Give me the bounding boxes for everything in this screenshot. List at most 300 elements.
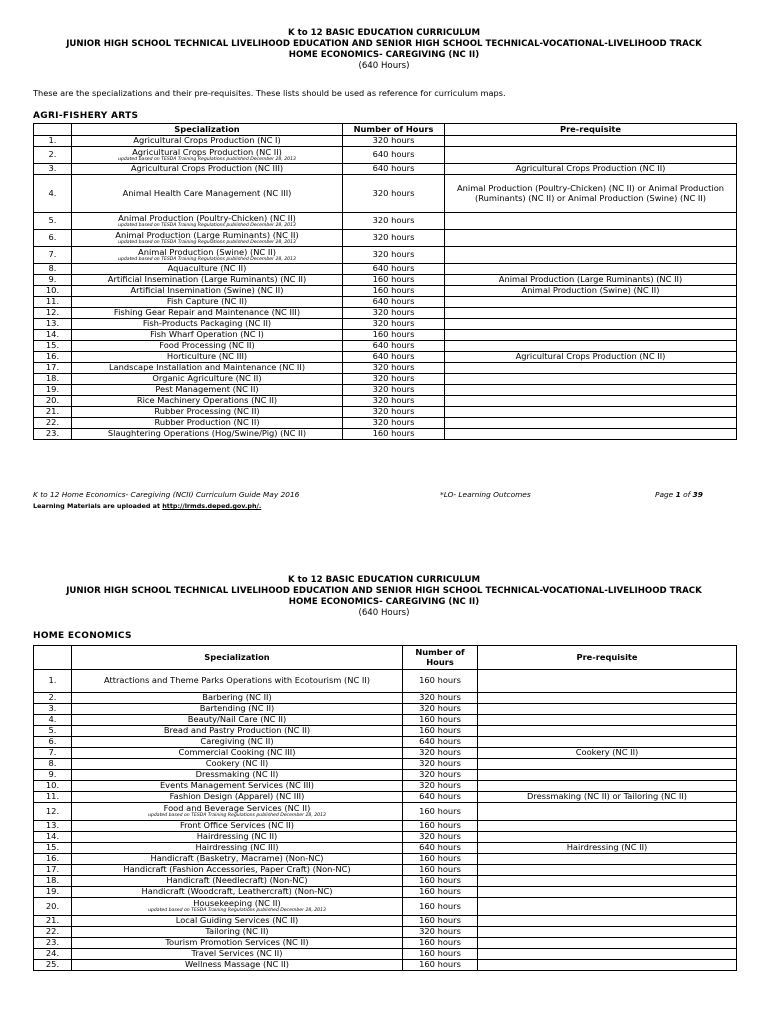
hours-cell <box>343 396 445 407</box>
table-row <box>34 781 737 792</box>
row-number <box>34 916 72 927</box>
specialization-cell-text: Agricultural Crops Production (NC II) <box>132 146 282 157</box>
specialization-cell <box>72 264 343 275</box>
row-number <box>34 960 72 971</box>
hours-cell <box>343 330 445 341</box>
prerequisite-cell <box>445 396 737 407</box>
prerequisite-cell <box>478 803 737 821</box>
row-number <box>34 418 72 429</box>
prerequisite-cell <box>478 792 737 803</box>
hours-cell <box>403 887 478 898</box>
row-number-text: 25. <box>45 959 60 970</box>
row-number-text: 15. <box>45 842 60 853</box>
hours-cell-text: 160 hours <box>372 285 415 296</box>
hours-cell-text: 320 hours <box>372 249 415 260</box>
hours-cell-text: 640 hours <box>372 263 415 274</box>
table-row <box>34 748 737 759</box>
specialization-cell <box>72 136 343 147</box>
row-number-text: 9. <box>48 769 57 780</box>
specialization-cell-text: Hairdressing (NC II) <box>196 831 278 842</box>
specialization-cell-text: Fishing Gear Repair and Maintenance (NC III) <box>113 307 301 318</box>
column-header-hours: Number of Hours <box>403 646 478 670</box>
hours-cell-text: 160 hours <box>419 915 461 926</box>
hours-cell-text: 640 hours <box>372 149 415 160</box>
hours-cell <box>403 792 478 803</box>
prerequisite-cell <box>478 715 737 726</box>
hours-cell <box>403 704 478 715</box>
specialization-cell <box>72 748 403 759</box>
prerequisite-cell <box>445 374 737 385</box>
specialization-cell <box>72 704 403 715</box>
hours-cell <box>343 363 445 374</box>
row-number-text: 14. <box>45 329 60 340</box>
table-row <box>34 136 737 147</box>
row-number <box>34 898 72 916</box>
specialization-cell <box>72 715 403 726</box>
row-number-text: 8. <box>48 758 57 769</box>
specialization-cell-text: Fish Capture (NC II) <box>166 296 248 307</box>
specialization-cell-text: Animal Production (Poultry-Chicken) (NC II) <box>118 212 296 223</box>
hours-cell-text: 160 hours <box>419 875 461 886</box>
table-row <box>34 876 737 887</box>
specialization-cell-text: Organic Agriculture (NC II) <box>152 373 262 384</box>
table-row <box>34 759 737 770</box>
row-number-text: 6. <box>48 736 57 747</box>
row-number-text: 8. <box>48 263 57 274</box>
hours-cell-text: 160 hours <box>419 675 461 686</box>
table-row <box>34 385 737 396</box>
hours-cell-text: 320 hours <box>419 831 461 842</box>
specialization-cell <box>72 726 403 737</box>
hours-cell <box>343 264 445 275</box>
hours-cell <box>403 854 478 865</box>
row-number <box>34 693 72 704</box>
specialization-cell-text: Rubber Processing (NC II) <box>154 406 260 417</box>
table-row <box>34 407 737 418</box>
row-number-text: 2. <box>48 149 57 160</box>
row-number-text: 12. <box>45 805 60 816</box>
hours-cell-text: 160 hours <box>419 805 461 816</box>
row-number <box>34 770 72 781</box>
specialization-cell-text: Barbering (NC II) <box>202 692 272 703</box>
specialization-cell <box>72 898 403 916</box>
row-number <box>34 147 72 164</box>
prerequisite-cell <box>445 297 737 308</box>
hours-cell <box>403 938 478 949</box>
specialization-cell <box>72 308 343 319</box>
column-header-hours: Number of Hours <box>343 124 445 136</box>
prerequisite-cell <box>445 429 737 440</box>
hours-cell <box>403 876 478 887</box>
table-row <box>34 374 737 385</box>
hours-cell <box>343 275 445 286</box>
table-row <box>34 418 737 429</box>
hours-cell-text: 320 hours <box>372 417 415 428</box>
row-number <box>34 887 72 898</box>
specialization-cell <box>72 737 403 748</box>
prerequisite-cell <box>445 308 737 319</box>
prerequisite-cell <box>445 275 737 286</box>
hours-cell <box>403 770 478 781</box>
hours-cell-text: 160 hours <box>419 820 461 831</box>
row-number-text: 21. <box>45 406 60 417</box>
specialization-cell-text: Commercial Cooking (NC III) <box>178 747 296 758</box>
table-row <box>34 396 737 407</box>
row-number-text: 11. <box>45 296 60 307</box>
page-total: 39 <box>692 490 703 499</box>
specialization-cell <box>72 821 403 832</box>
hours-cell <box>403 843 478 854</box>
table-row <box>34 843 737 854</box>
update-note: updated based on TESDA Training Regulations published December 28, 2013 <box>148 908 326 914</box>
footer-page-number <box>655 490 703 499</box>
row-number-text: 7. <box>48 249 57 260</box>
specialization-cell <box>72 865 403 876</box>
table-row <box>34 887 737 898</box>
specialization-cell <box>72 781 403 792</box>
prerequisite-cell <box>445 352 737 363</box>
row-number-text: 20. <box>45 395 60 406</box>
prerequisite-cell <box>478 693 737 704</box>
row-number <box>34 247 72 264</box>
table-row <box>34 927 737 938</box>
hours-cell <box>403 781 478 792</box>
header-line-2: JUNIOR HIGH SCHOOL TECHNICAL LIVELIHOOD EDUCATION AND SENIOR HIGH SCHOOL TECHNICAL-VOCATIONAL-LIVELIHOOD TRACK <box>66 39 702 49</box>
section-title: HOME ECONOMICS <box>33 631 132 641</box>
prerequisite-cell <box>445 264 737 275</box>
prerequisite-cell <box>478 737 737 748</box>
hours-cell-text: 320 hours <box>372 384 415 395</box>
header-line-1: K to 12 BASIC EDUCATION CURRICULUM <box>287 28 481 38</box>
row-number <box>34 352 72 363</box>
footer-lo: *LO- Learning Outcomes <box>440 490 531 499</box>
row-number <box>34 319 72 330</box>
update-note: updated based on TESDA Training Regulations published December 28, 2013 <box>118 156 296 162</box>
hours-cell <box>403 759 478 770</box>
page-prefix: Page <box>655 490 676 499</box>
row-number-text: 10. <box>45 285 60 296</box>
specialization-cell-text: Hairdressing (NC III) <box>195 842 279 853</box>
hours-cell-text: 320 hours <box>372 373 415 384</box>
prerequisite-cell-text: Animal Production (Large Ruminants) (NC II) <box>498 274 683 285</box>
row-number <box>34 938 72 949</box>
page-header <box>0 28 768 72</box>
row-number <box>34 821 72 832</box>
specialization-cell <box>72 247 343 264</box>
header-line-2: JUNIOR HIGH SCHOOL TECHNICAL LIVELIHOOD EDUCATION AND SENIOR HIGH SCHOOL TECHNICAL-VOCATIONAL-LIVELIHOOD TRACK <box>66 586 702 596</box>
specialization-cell-text: Agricultural Crops Production (NC III) <box>130 163 284 174</box>
specialization-cell <box>72 670 403 693</box>
hours-cell-text: 320 hours <box>372 395 415 406</box>
row-number-text: 20. <box>45 900 60 911</box>
prerequisite-cell <box>445 407 737 418</box>
hours-cell-text: 320 hours <box>372 232 415 243</box>
specialization-cell <box>72 275 343 286</box>
hours-cell <box>403 916 478 927</box>
table-row <box>34 341 737 352</box>
row-number-text: 12. <box>45 307 60 318</box>
prerequisite-cell <box>478 726 737 737</box>
specialization-cell-text: Attractions and Theme Parks Operations with Ecotourism (NC II) <box>103 675 371 686</box>
hours-cell <box>343 385 445 396</box>
row-number-text: 24. <box>45 948 60 959</box>
specialization-cell-text: Animal Production (Large Ruminants) (NC II) <box>115 229 299 240</box>
hours-cell <box>403 865 478 876</box>
prerequisite-cell <box>478 887 737 898</box>
column-header-number <box>34 124 72 136</box>
update-note: updated based on TESDA Training Regulations published December 28, 2013 <box>118 239 296 245</box>
specialization-cell <box>72 341 343 352</box>
materials-link[interactable]: http://lrmds.deped.gov.ph/. <box>162 502 262 510</box>
table-row <box>34 832 737 843</box>
row-number-text: 7. <box>48 747 57 758</box>
specialization-cell <box>72 832 403 843</box>
table-row <box>34 330 737 341</box>
row-number-text: 5. <box>48 215 57 226</box>
prerequisite-cell <box>445 147 737 164</box>
specialization-cell <box>72 759 403 770</box>
row-number <box>34 264 72 275</box>
specialization-cell <box>72 319 343 330</box>
specialization-cell-text: Handicraft (Woodcraft, Leathercraft) (Non-NC) <box>141 886 333 897</box>
specialization-cell <box>72 843 403 854</box>
table-row <box>34 247 737 264</box>
row-number <box>34 275 72 286</box>
prerequisite-cell <box>445 213 737 230</box>
specialization-cell <box>72 385 343 396</box>
header-line-4: (640 Hours) <box>358 608 410 618</box>
update-note: updated based on TESDA Training Regulations published December 28, 2013 <box>118 256 296 262</box>
row-number <box>34 843 72 854</box>
specialization-cell-text: Tourism Promotion Services (NC II) <box>165 937 309 948</box>
specialization-cell-text: Handicraft (Needlecraft) (Non-NC) <box>166 875 308 886</box>
table-row <box>34 938 737 949</box>
row-number <box>34 854 72 865</box>
table-row <box>34 960 737 971</box>
row-number <box>34 949 72 960</box>
prerequisite-cell <box>478 949 737 960</box>
table-row <box>34 854 737 865</box>
specialization-cell-text: Cookery (NC II) <box>205 758 269 769</box>
hours-cell <box>343 297 445 308</box>
table-row <box>34 821 737 832</box>
prerequisite-cell <box>445 164 737 175</box>
row-number-text: 1. <box>48 675 57 686</box>
table-row <box>34 352 737 363</box>
specialization-cell <box>72 297 343 308</box>
prerequisite-cell <box>445 175 737 213</box>
specialization-cell-text: Caregiving (NC II) <box>200 736 274 747</box>
row-number <box>34 876 72 887</box>
specialization-cell-text: Artificial Insemination (Swine) (NC II) <box>130 285 284 296</box>
prerequisite-cell <box>478 876 737 887</box>
row-number-text: 4. <box>48 714 57 725</box>
specialization-cell-text: Fish-Products Packaging (NC II) <box>142 318 272 329</box>
hours-cell <box>403 927 478 938</box>
row-number <box>34 704 72 715</box>
row-number-text: 19. <box>45 384 60 395</box>
hours-cell-text: 320 hours <box>372 307 415 318</box>
row-number-text: 10. <box>45 780 60 791</box>
table-row <box>34 319 737 330</box>
hours-cell <box>403 949 478 960</box>
column-header-specialization: Specialization <box>72 124 343 136</box>
table-row <box>34 670 737 693</box>
specialization-cell-text: Tailoring (NC II) <box>205 926 269 937</box>
row-number-text: 18. <box>45 373 60 384</box>
hours-cell <box>343 136 445 147</box>
hours-cell-text: 160 hours <box>419 886 461 897</box>
page-of: of <box>680 490 693 499</box>
hours-cell-text: 160 hours <box>419 959 461 970</box>
section-title: AGRI-FISHERY ARTS <box>33 111 139 121</box>
specialization-table <box>33 123 737 440</box>
prerequisite-cell <box>445 418 737 429</box>
row-number-text: 6. <box>48 232 57 243</box>
specialization-cell <box>72 352 343 363</box>
specialization-cell <box>72 418 343 429</box>
row-number <box>34 175 72 213</box>
specialization-cell <box>72 164 343 175</box>
hours-cell <box>403 670 478 693</box>
specialization-cell <box>72 175 343 213</box>
specialization-cell-text: Fashion Design (Apparel) (NC III) <box>169 791 305 802</box>
row-number <box>34 286 72 297</box>
row-number <box>34 230 72 247</box>
row-number <box>34 385 72 396</box>
table-row <box>34 363 737 374</box>
specialization-table <box>33 645 737 971</box>
hours-cell-text: 640 hours <box>419 791 461 802</box>
specialization-cell-text: Handicraft (Fashion Accessories, Paper Craft) (Non-NC) <box>123 864 351 875</box>
prerequisite-cell <box>478 843 737 854</box>
table-row <box>34 308 737 319</box>
row-number-text: 19. <box>45 886 60 897</box>
specialization-cell <box>72 147 343 164</box>
hours-cell <box>343 341 445 352</box>
row-number-text: 16. <box>45 351 60 362</box>
table-row <box>34 693 737 704</box>
table-row <box>34 275 737 286</box>
prerequisite-cell <box>445 247 737 264</box>
hours-cell <box>343 230 445 247</box>
prerequisite-cell <box>478 960 737 971</box>
hours-cell <box>343 319 445 330</box>
prerequisite-cell <box>478 704 737 715</box>
hours-cell-text: 160 hours <box>419 725 461 736</box>
specialization-cell <box>72 927 403 938</box>
specialization-cell-text: Beauty/Nail Care (NC II) <box>187 714 287 725</box>
row-number <box>34 396 72 407</box>
hours-cell-text: 160 hours <box>419 714 461 725</box>
header-line-1: K to 12 BASIC EDUCATION CURRICULUM <box>287 575 481 585</box>
row-number-text: 18. <box>45 875 60 886</box>
prerequisite-cell <box>478 938 737 949</box>
specialization-cell <box>72 770 403 781</box>
table-row <box>34 726 737 737</box>
prerequisite-cell <box>445 341 737 352</box>
hours-cell-text: 320 hours <box>419 703 461 714</box>
specialization-cell-text: Artificial Insemination (Large Ruminants) (NC II) <box>107 274 307 285</box>
hours-cell-text: 320 hours <box>372 318 415 329</box>
specialization-cell-text: Agricultural Crops Production (NC I) <box>133 135 281 146</box>
specialization-cell-text: Food and Beverage Services (NC II) <box>163 803 311 814</box>
hours-cell-text: 160 hours <box>419 900 461 911</box>
prerequisite-cell <box>478 854 737 865</box>
row-number <box>34 341 72 352</box>
row-number <box>34 330 72 341</box>
prerequisite-cell <box>478 898 737 916</box>
specialization-cell <box>72 887 403 898</box>
row-number-text: 13. <box>45 820 60 831</box>
hours-cell-text: 640 hours <box>372 296 415 307</box>
prerequisite-cell <box>478 832 737 843</box>
hours-cell <box>343 429 445 440</box>
page-header <box>0 575 768 619</box>
table-row <box>34 147 737 164</box>
row-number <box>34 213 72 230</box>
hours-cell-text: 160 hours <box>372 329 415 340</box>
table-row <box>34 949 737 960</box>
prerequisite-cell <box>478 748 737 759</box>
specialization-cell-text: Animal Health Care Management (NC III) <box>122 187 292 198</box>
specialization-cell <box>72 230 343 247</box>
table-row <box>34 737 737 748</box>
row-number <box>34 748 72 759</box>
hours-cell-text: 320 hours <box>419 747 461 758</box>
specialization-cell-text: Handicraft (Basketry, Macrame) (Non-NC) <box>150 853 324 864</box>
footer-guide: K to 12 Home Economics- Caregiving (NCII) Curriculum Guide May 2016 <box>33 490 300 499</box>
hours-cell <box>403 803 478 821</box>
row-number <box>34 715 72 726</box>
prerequisite-cell <box>478 865 737 876</box>
specialization-cell <box>72 792 403 803</box>
specialization-cell <box>72 374 343 385</box>
row-number-text: 14. <box>45 831 60 842</box>
row-number <box>34 670 72 693</box>
specialization-cell <box>72 876 403 887</box>
row-number <box>34 792 72 803</box>
hours-cell-text: 160 hours <box>419 864 461 875</box>
table-row <box>34 297 737 308</box>
hours-cell <box>403 960 478 971</box>
prerequisite-cell-text: Dressmaking (NC II) or Tailoring (NC II) <box>527 791 687 802</box>
specialization-cell <box>72 429 343 440</box>
specialization-cell <box>72 396 343 407</box>
specialization-cell-text: Aquaculture (NC II) <box>167 263 247 274</box>
prerequisite-cell-text: Animal Production (Swine) (NC II) <box>521 285 660 296</box>
specialization-cell-text: Slaughtering Operations (Hog/Swine/Pig) (NC II) <box>107 428 307 439</box>
row-number-text: 9. <box>48 274 57 285</box>
hours-cell-text: 320 hours <box>372 362 415 373</box>
table-row <box>34 429 737 440</box>
hours-cell <box>343 308 445 319</box>
prerequisite-cell <box>478 670 737 693</box>
hours-cell <box>343 147 445 164</box>
row-number-text: 1. <box>48 135 57 146</box>
row-number <box>34 726 72 737</box>
specialization-cell-text: Bartending (NC II) <box>199 703 275 714</box>
row-number-text: 13. <box>45 318 60 329</box>
specialization-cell <box>72 363 343 374</box>
hours-cell-text: 640 hours <box>372 163 415 174</box>
prerequisite-cell <box>478 759 737 770</box>
hours-cell <box>343 418 445 429</box>
hours-cell <box>403 737 478 748</box>
table-row <box>34 792 737 803</box>
hours-cell-text: 320 hours <box>372 406 415 417</box>
intro-text: These are the specializations and their pre-requisites. These lists should be used as reference for curriculum maps. <box>33 88 506 98</box>
